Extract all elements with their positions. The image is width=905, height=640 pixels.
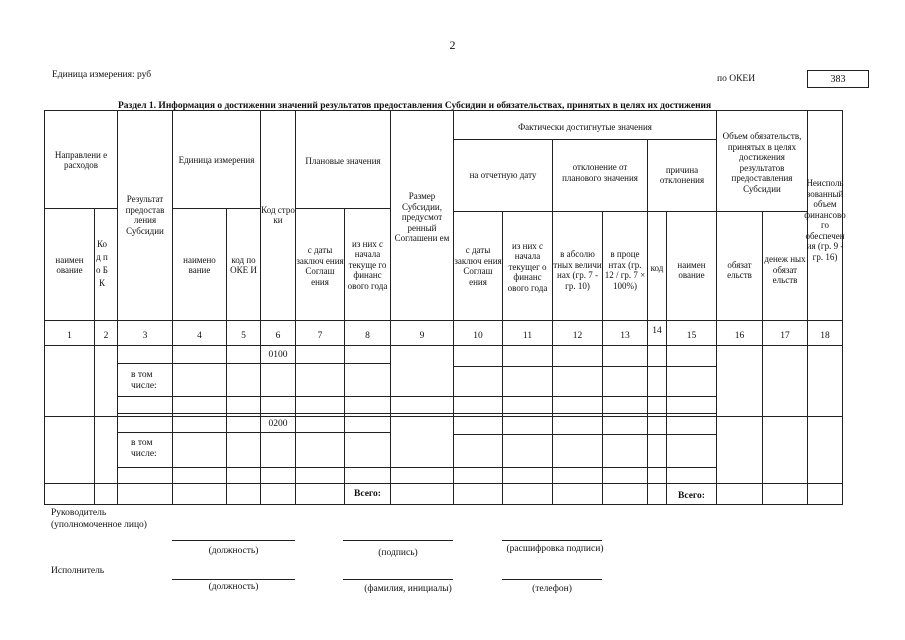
header-actual-current-year: из них с начала текущег о финанс ового года: [507, 240, 548, 293]
col-num-10: 10: [473, 331, 483, 341]
col-num-15: 15: [686, 331, 697, 341]
header-deviation-abs: в абсолю тных величи нах (гр. 7 - гр. 10): [553, 249, 602, 291]
col-num-12: 12: [572, 331, 583, 341]
signature-line[interactable]: [343, 540, 453, 541]
section-title: Раздел 1. Информация о достижении значений результатов предоставления Субсидии и обязательствах, принятых в целях их достижения: [118, 101, 712, 111]
head-sublabel: (уполномоченное лицо): [51, 520, 147, 530]
executor-phone-caption: (телефон): [532, 584, 572, 594]
col-num-1: 1: [67, 331, 72, 341]
header-deviation-pct: в проце нтах (гр. 12 / гр. 7 × 100%): [604, 249, 646, 291]
position-line[interactable]: [172, 540, 295, 541]
row-code-0100: 0100: [268, 350, 288, 360]
col-num-7: 7: [317, 331, 323, 341]
header-direction: Направлени е расходов: [54, 149, 108, 170]
header-planned-from-agreement: с даты заключ ения Соглаш ения: [296, 245, 344, 287]
col-num-6: 6: [275, 331, 281, 341]
col-num-8: 8: [365, 331, 370, 341]
including-label-1: в том числе:: [131, 370, 157, 391]
okei-code-field[interactable]: 383: [807, 70, 869, 88]
col-num-11: 11: [522, 331, 533, 341]
header-result: Результат предостав ления Субсидии: [125, 194, 165, 236]
total-label-2: Всего:: [678, 491, 705, 501]
executor-position-caption: (должность): [208, 582, 259, 592]
col-num-14: 14: [652, 326, 662, 336]
header-actual: Фактически достигнутые значения: [518, 121, 652, 132]
header-direction-name: наимен ование: [55, 254, 84, 275]
header-reason: причина отклонения: [659, 164, 705, 185]
header-actual-from-agreement: с даты заключ ения Соглаш ения: [454, 245, 502, 287]
header-at-report-date: на отчетную дату: [469, 169, 537, 180]
head-label: Руководитель: [51, 508, 107, 518]
executor-phone-line[interactable]: [502, 579, 602, 580]
header-obligations-money: денеж ных обязат ельств: [764, 254, 806, 286]
okei-label: по ОКЕИ: [717, 74, 756, 84]
decoding-line[interactable]: [502, 540, 602, 541]
including-label-2: в том числе:: [131, 438, 157, 459]
col-num-2: 2: [103, 331, 109, 341]
header-code-bk: Код по БК: [96, 239, 108, 288]
unit-label: Единица измерения: руб: [52, 70, 152, 80]
position-caption: (должность): [208, 546, 259, 556]
header-unit: Единица измерения: [178, 154, 255, 165]
page-number: 2: [449, 38, 456, 52]
header-subsidy-size: Размер Субсидии, предусмот ренный Соглашени ем: [394, 191, 450, 244]
signature-caption: (подпись): [378, 548, 418, 558]
header-reason-name: наимен ование: [677, 259, 706, 280]
executor-name-line[interactable]: [343, 579, 453, 580]
col-num-5: 5: [241, 331, 246, 341]
executor-position-line[interactable]: [172, 579, 295, 580]
header-obligations-oblig: обязат ельств: [727, 259, 752, 280]
col-num-18: 18: [820, 331, 830, 341]
col-num-9: 9: [419, 331, 425, 341]
header-unused: Неисполь зованный объем финансово го обеспечен ия (гр. 9 - гр. 16): [804, 178, 846, 262]
executor-name-caption: (фамилия, инициалы): [364, 584, 452, 594]
col-num-3: 3: [142, 331, 148, 341]
executor-label: Исполнитель: [51, 566, 105, 576]
header-planned: Плановые значения: [305, 155, 381, 166]
col-num-13: 13: [620, 331, 630, 341]
header-reason-code: код: [650, 262, 664, 273]
header-unit-okei: код по ОКЕ И: [230, 254, 257, 275]
header-row-code: Код стро ки: [261, 204, 295, 225]
col-num-16: 16: [734, 331, 745, 341]
header-planned-current-year: из них с начала текуще го финанс ового года: [347, 238, 388, 291]
header-deviation: отклонение от планового значения: [562, 162, 638, 183]
row-code-0200: 0200: [268, 419, 288, 429]
col-num-17: 17: [780, 331, 790, 341]
header-unit-name: наимено вание: [183, 254, 216, 275]
total-label-1: Всего:: [354, 489, 381, 499]
decoding-caption: (расшифровка подписи): [506, 544, 604, 554]
header-obligations: Объем обязательств, принятых в целях достижения результатов предоставления Субсидии: [722, 131, 802, 194]
col-num-4: 4: [197, 331, 202, 341]
